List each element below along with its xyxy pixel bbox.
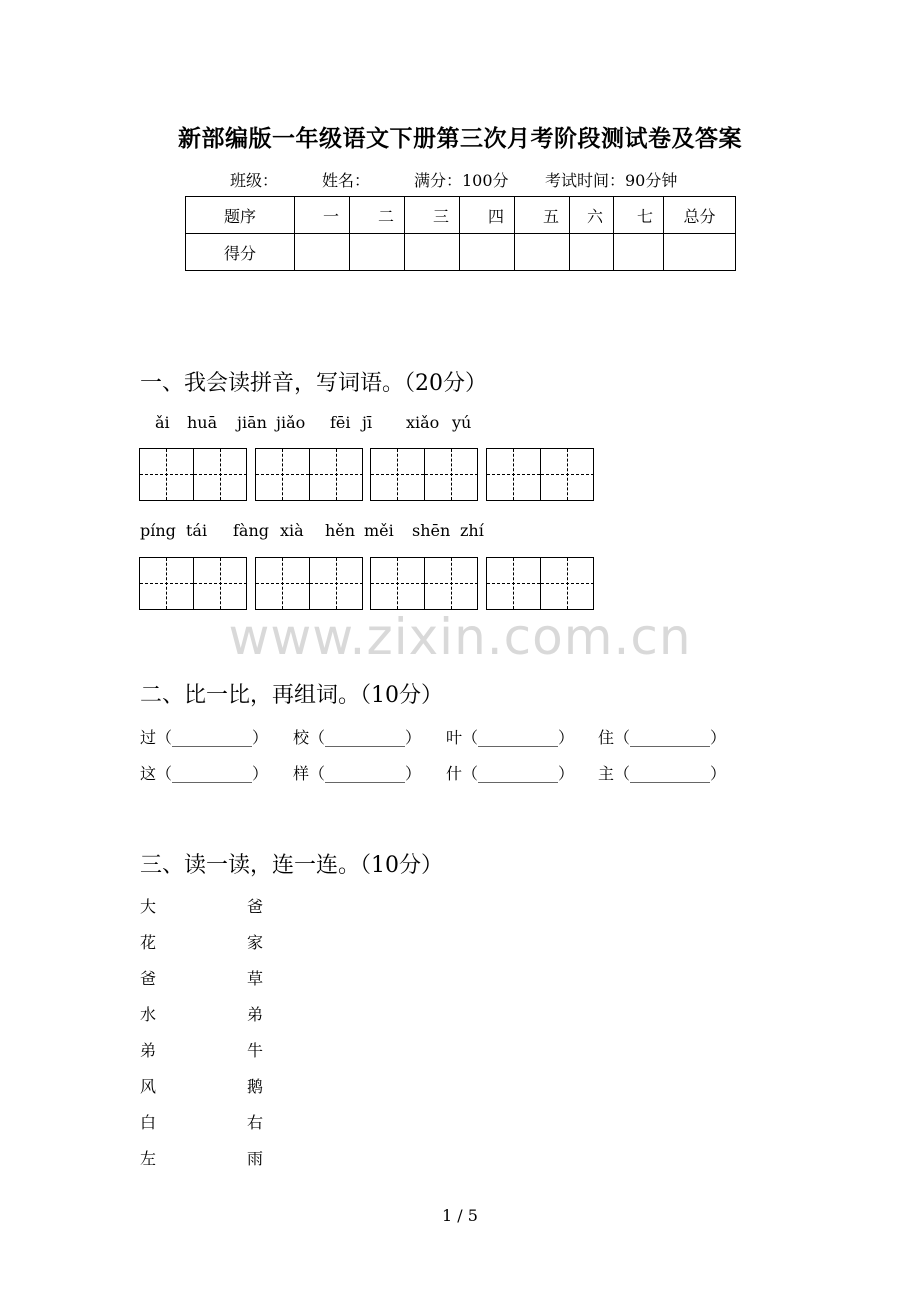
page-number: 1 / 5 — [442, 1206, 478, 1225]
score-cell — [295, 234, 350, 271]
pinyin: fēi — [330, 413, 351, 432]
word-blank[interactable]: 这（__________） — [140, 764, 269, 783]
score-header-1: 一 — [295, 197, 350, 234]
section3-heading: 三、读一读，连一连。（10分） — [140, 853, 443, 878]
pinyin: píng — [140, 521, 176, 540]
match-right[interactable]: 弟 — [247, 1005, 264, 1024]
pinyin: jī — [362, 413, 373, 432]
score-header-label: 题序 — [186, 197, 295, 234]
match-right[interactable]: 鹅 — [247, 1077, 264, 1096]
score-header-2: 二 — [350, 197, 405, 234]
score-header-total: 总分 — [664, 197, 736, 234]
word-blank[interactable]: 叶（__________） — [446, 728, 575, 747]
score-table-score-row — [186, 234, 736, 271]
score-cell — [664, 234, 736, 271]
match-right[interactable]: 雨 — [247, 1149, 264, 1168]
exam-time-label: 考试时间：90分钟 — [545, 171, 678, 190]
full-score-label: 满分：100分 — [414, 171, 509, 190]
class-label: 班级： — [230, 171, 279, 190]
section2-heading: 二、比一比，再组词。（10分） — [140, 683, 443, 708]
watermark: www.zixin.com.cn — [228, 608, 692, 666]
score-table — [185, 196, 736, 271]
word-blank[interactable]: 住（__________） — [598, 728, 727, 747]
match-left[interactable]: 花 — [140, 933, 157, 952]
match-left[interactable]: 左 — [140, 1149, 157, 1168]
pinyin: měi — [364, 521, 394, 540]
pinyin: xià — [280, 521, 304, 540]
writing-box[interactable] — [370, 557, 478, 610]
score-cell — [350, 234, 405, 271]
pinyin: huā — [187, 413, 218, 432]
word-blank[interactable]: 过（__________） — [140, 728, 269, 747]
section1-heading: 一、我会读拼音，写词语。（20分） — [140, 371, 487, 396]
match-right[interactable]: 草 — [247, 969, 264, 988]
match-left[interactable]: 大 — [140, 897, 157, 916]
match-left[interactable]: 白 — [140, 1113, 157, 1132]
pinyin: fàng — [233, 521, 270, 540]
match-right[interactable]: 爸 — [247, 897, 264, 916]
writing-box[interactable] — [370, 448, 478, 501]
match-right[interactable]: 牛 — [247, 1041, 264, 1060]
score-header-3: 三 — [405, 197, 460, 234]
score-cell — [515, 234, 570, 271]
pinyin: xiǎo — [406, 413, 440, 432]
writing-box[interactable] — [255, 557, 363, 610]
match-left[interactable]: 水 — [140, 1005, 157, 1024]
word-blank[interactable]: 校（__________） — [293, 728, 422, 747]
match-left[interactable]: 爸 — [140, 969, 157, 988]
score-cell — [614, 234, 664, 271]
pinyin: jiān — [237, 413, 267, 432]
score-header-4: 四 — [460, 197, 515, 234]
pinyin: yú — [452, 413, 472, 432]
match-right[interactable]: 右 — [247, 1113, 264, 1132]
writing-box[interactable] — [255, 448, 363, 501]
score-header-6: 六 — [570, 197, 614, 234]
score-cell — [405, 234, 460, 271]
writing-box[interactable] — [139, 557, 247, 610]
writing-box[interactable] — [139, 448, 247, 501]
pinyin: tái — [186, 521, 208, 540]
word-blank[interactable]: 主（__________） — [598, 764, 727, 783]
pinyin: shēn — [412, 521, 451, 540]
match-left[interactable]: 弟 — [140, 1041, 157, 1060]
writing-box[interactable] — [486, 448, 594, 501]
page-title: 新部编版一年级语文下册第三次月考阶段测试卷及答案 — [178, 125, 742, 152]
pinyin: ǎi — [155, 413, 170, 432]
writing-box[interactable] — [486, 557, 594, 610]
score-cell — [460, 234, 515, 271]
match-right[interactable]: 家 — [247, 933, 264, 952]
score-header-7: 七 — [614, 197, 664, 234]
match-left[interactable]: 风 — [140, 1077, 157, 1096]
word-blank[interactable]: 样（__________） — [293, 764, 422, 783]
pinyin: jiǎo — [276, 413, 306, 432]
pinyin: hěn — [325, 521, 356, 540]
word-blank[interactable]: 什（__________） — [446, 764, 575, 783]
score-cell — [570, 234, 614, 271]
name-label: 姓名： — [322, 171, 371, 190]
score-header-5: 五 — [515, 197, 570, 234]
score-table-header-row — [186, 197, 736, 234]
pinyin: zhí — [460, 521, 484, 540]
score-row-label: 得分 — [186, 234, 295, 271]
